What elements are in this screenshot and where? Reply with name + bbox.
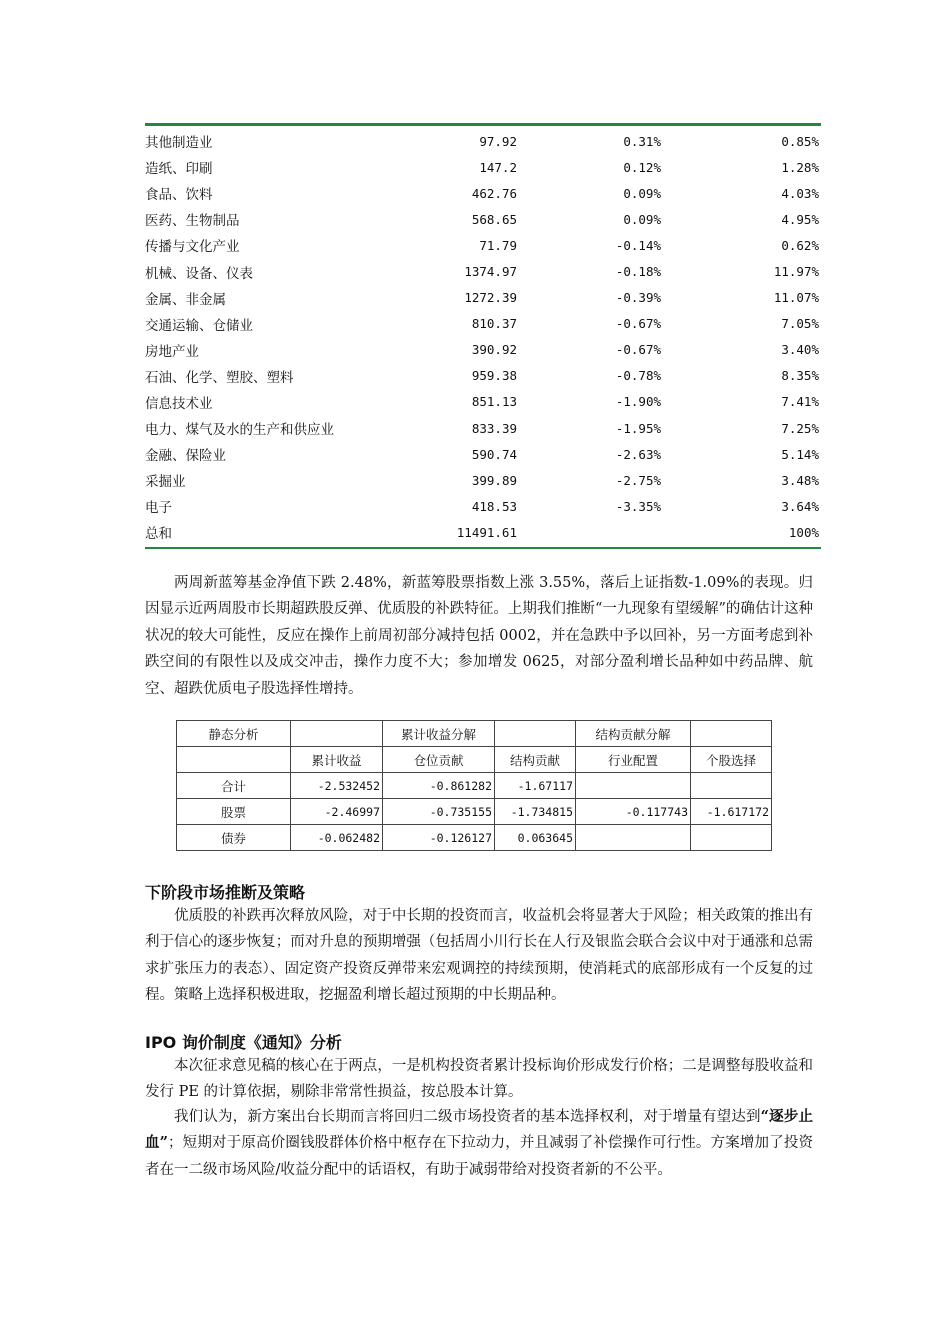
industry-name: 房地产业 [145,343,199,360]
cell-value [691,825,772,851]
industry-name: 采掘业 [145,474,186,491]
table-row [145,180,821,206]
industry-name: 造纸、印刷 [145,161,213,178]
change-pct: -2.75% [615,472,661,488]
table-subheader-row [177,747,772,773]
table-row [177,773,772,799]
table-row [145,389,821,415]
return-attribution-table [176,720,772,851]
table-row [145,467,821,493]
industry-name: 金融、保险业 [145,448,226,465]
cell-value: -2.532452 [291,773,383,799]
cell-value: -0.062482 [291,825,383,851]
market-cap: 590.74 [471,446,517,462]
weight-pct: 4.03% [781,185,819,201]
industry-name: 信息技术业 [145,395,213,412]
change-pct: -0.67% [615,316,661,332]
header-empty [495,721,576,747]
market-cap: 1272.39 [464,290,517,306]
change-pct: -0.18% [615,264,661,280]
cell-value: -0.861282 [383,773,495,799]
fund-performance-paragraph: 两周新蓝筹基金净值下跌 2.48%，新蓝筹股票指数上涨 3.55%，落后上证指数-1.09%的表现。归因显示近两周股市长期超跌股反弹、优质股的补跌特征。上期我们推断“一九现象有望缓解”的确估计这种状况的较大可能性，反应在操作上前周初部分减持包括 0002，并在急跌中予以回补，另一方面考虑到补跌空间的有限性以及成交冲击，操作力度不大；参加增发 0625，对部分盈利增长品种如中药品牌、航空、超跌优质电子股选择性增持。 [145,575,813,697]
industry-name: 交通运输、仓储业 [145,317,253,334]
table-row [145,519,821,545]
table-row [145,128,821,154]
header-empty [691,721,772,747]
cell-value: -0.117743 [576,799,691,825]
market-cap: 833.39 [471,420,517,436]
table-row [177,799,772,825]
industry-name: 其他制造业 [145,135,213,152]
header-structure-contribution: 结构贡献 [495,747,576,773]
market-cap: 810.37 [471,316,517,332]
ipo-paragraph-2-text: ；短期对于原高价圈钱股群体价格中枢存在下拉动力，并且减弱了补偿操作可行性。方案增加了投资者在一二级市场风险/收益分配中的话语权，有助于减弱带给对投资者新的不公平。 [145,1135,814,1178]
weight-pct: 0.85% [781,133,819,149]
cell-value: -1.734815 [495,799,576,825]
table-row [145,232,821,258]
industry-name: 食品、饮料 [145,187,213,204]
table-row [145,154,821,180]
change-pct: 0.12% [623,159,661,175]
ipo-paragraph-1: 本次征求意见稿的核心在于两点，一是机构投资者累计投标询价形成发行价格；二是调整每股收益和发行 PE 的计算依据，剔除非常常性损益，按总股本计算。 [145,1058,813,1101]
weight-pct: 1.28% [781,159,819,175]
table-row [145,311,821,337]
weight-pct: 5.14% [781,446,819,462]
table-row [145,258,821,284]
market-cap: 399.89 [471,472,517,488]
header-industry-allocation: 行业配置 [576,747,691,773]
table-row [145,415,821,441]
weight-pct: 3.40% [781,342,819,358]
section-heading-strategy: 下阶段市场推断及策略 [145,883,306,902]
change-pct: -1.90% [615,394,661,410]
table-row [145,363,821,389]
industry-rows [145,126,821,546]
weight-pct: 7.25% [781,420,819,436]
market-cap: 71.79 [479,237,517,253]
industry-name: 电子 [145,500,172,517]
change-pct: 0.09% [623,185,661,201]
cell-value [691,773,772,799]
market-cap: 568.65 [471,211,517,227]
table-row [177,825,772,851]
market-cap: 1374.97 [464,264,517,280]
industry-name: 电力、煤气及水的生产和供应业 [145,422,334,439]
cell-value: -0.126127 [383,825,495,851]
row-label: 债券 [177,825,291,851]
header-static-analysis: 静态分析 [177,721,291,747]
change-pct: -0.39% [615,290,661,306]
table-row [145,493,821,519]
weight-pct: 7.41% [781,394,819,410]
cell-value: -1.67117 [495,773,576,799]
market-cap: 851.13 [471,394,517,410]
weight-pct: 3.64% [781,498,819,514]
row-label: 合计 [177,773,291,799]
industry-name: 石油、化学、塑胶、塑料 [145,369,294,386]
ipo-paragraph-2 [145,1104,813,1183]
table-row [145,206,821,232]
industry-table [145,123,821,549]
header-structure-decomposition: 结构贡献分解 [576,721,691,747]
cell-value: -1.617172 [691,799,772,825]
change-pct: -0.78% [615,368,661,384]
change-pct: 0.31% [623,133,661,149]
header-cumulative-decomposition: 累计收益分解 [383,721,495,747]
change-pct: -1.95% [615,420,661,436]
market-cap: 11491.61 [456,524,517,540]
weight-pct: 0.62% [781,237,819,253]
change-pct: -0.14% [615,237,661,253]
market-cap: 959.38 [471,368,517,384]
cell-value: -0.735155 [383,799,495,825]
table-bottom-rule [145,547,821,549]
cell-value: -2.46997 [291,799,383,825]
change-pct: -2.63% [615,446,661,462]
market-cap: 147.2 [479,159,517,175]
section-heading-ipo: IPO 询价制度《通知》分析 [145,1033,342,1052]
weight-pct: 8.35% [781,368,819,384]
weight-pct: 11.07% [773,290,819,306]
strategy-paragraph: 优质股的补跌再次释放风险，对于中长期的投资而言，收益机会将显著大于风险；相关政策的推出有利于信心的逐步恢复；而对升息的预期增强（包括周小川行长在人行及银监会联合会议中对于通涨和总需求扩张压力的表态）、固定资产投资反弹带来宏观调控的持续预期，使消耗式的底部形成有一个反复的过程。策略上选择积极进取，挖掘盈利增长超过预期的中长期品种。 [145,908,813,1004]
cell-value [576,825,691,851]
weight-pct: 4.95% [781,211,819,227]
header-empty [291,721,383,747]
market-cap: 462.76 [471,185,517,201]
table-row [145,285,821,311]
cell-value: 0.063645 [495,825,576,851]
change-pct: -0.67% [615,342,661,358]
market-cap: 418.53 [471,498,517,514]
ipo-paragraph-2-text: 我们认为，新方案出台长期而言将回归二级市场投资者的基本选择权利，对于增量有望达到 [174,1109,761,1125]
header-position-contribution: 仓位贡献 [383,747,495,773]
change-pct: -3.35% [615,498,661,514]
industry-name: 机械、设备、仪表 [145,265,253,282]
change-pct: 0.09% [623,211,661,227]
market-cap: 97.92 [479,133,517,149]
industry-name: 金属、非金属 [145,291,226,308]
weight-pct: 7.05% [781,316,819,332]
table-row [145,441,821,467]
header-stock-selection: 个股选择 [691,747,772,773]
table-header-row [177,721,772,747]
weight-pct: 11.97% [773,264,819,280]
industry-name: 总和 [145,526,172,543]
row-label: 股票 [177,799,291,825]
weight-pct: 3.48% [781,472,819,488]
header-empty [177,747,291,773]
table-row [145,337,821,363]
ipo-paragraph-2-emphasis: “逐步止血” [145,1108,813,1152]
industry-name: 传播与文化产业 [145,239,240,256]
header-cumulative-return: 累计收益 [291,747,383,773]
cell-value [576,773,691,799]
industry-name: 医药、生物制品 [145,213,240,230]
market-cap: 390.92 [471,342,517,358]
weight-pct: 100% [788,524,819,540]
